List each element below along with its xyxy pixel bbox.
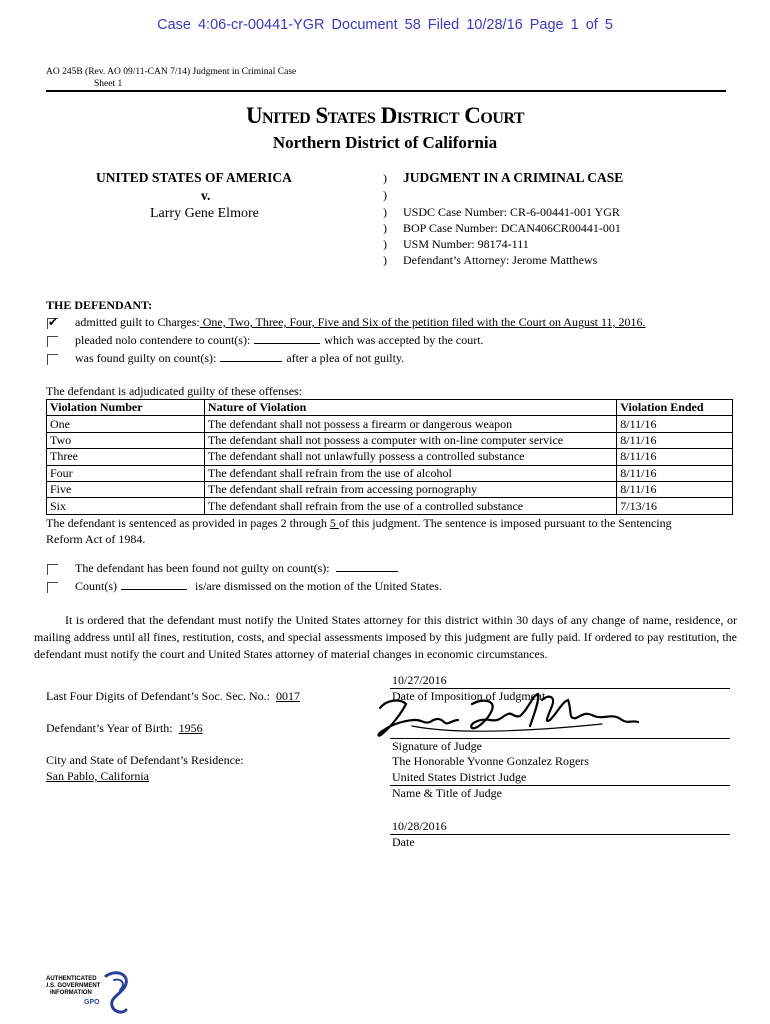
violation-number: Five — [47, 481, 205, 497]
admitted-guilt-label: admitted guilt to Charges: — [75, 315, 200, 329]
blank-line — [336, 571, 398, 572]
bop-number: BOP Case Number: DCAN406CR00441-001 — [403, 221, 621, 235]
ssn-label: Last Four Digits of Defendant’s Soc. Sec. No.: — [46, 689, 270, 703]
check-mark-icon: ✔ — [48, 315, 59, 329]
blank-line — [220, 361, 282, 362]
header-rule — [46, 90, 726, 92]
violation-ended: 8/11/16 — [617, 465, 733, 481]
not-guilty-checkbox[interactable] — [47, 564, 58, 575]
table-row — [47, 432, 733, 448]
residence-value: San Pablo, California — [46, 769, 149, 783]
counts-label: Count(s) — [75, 579, 117, 593]
nolo-contendere-label: pleaded nolo contendere to count(s): — [75, 333, 251, 347]
admitted-guilt-checkbox[interactable] — [47, 315, 59, 329]
court-name: United States District Court — [245, 103, 525, 128]
birth-year-line — [46, 721, 203, 736]
dismissed-counts-line — [75, 579, 442, 594]
document-title: JUDGMENT IN A CRIMINAL CASE — [403, 170, 624, 185]
violation-number: Six — [47, 498, 205, 514]
violation-nature: The defendant shall refrain from the use of alcohol — [204, 465, 616, 481]
offenses-intro: The defendant is adjudicated guilty of these offenses: — [46, 384, 303, 398]
gpo-emblem-icon — [46, 970, 136, 1018]
birth-year-value: 1956 — [178, 721, 203, 735]
admitted-guilt-line — [75, 315, 646, 330]
versus: v. — [201, 188, 211, 203]
violation-number: Three — [47, 449, 205, 465]
table-row — [47, 416, 733, 432]
birth-year-label: Defendant’s Year of Birth: — [46, 721, 173, 735]
column-header: Nature of Violation — [204, 400, 616, 416]
signing-date: 10/28/2016 — [392, 819, 447, 833]
plaintiff-name: UNITED STATES OF AMERICA — [96, 170, 292, 185]
caption-paren: ) — [383, 237, 387, 251]
form-identifier — [46, 66, 296, 90]
caption-paren: ) — [383, 253, 387, 267]
violation-ended: 8/11/16 — [617, 432, 733, 448]
caption-paren: ) — [383, 221, 387, 235]
imposition-date: 10/27/2016 — [392, 673, 447, 687]
column-header: Violation Number — [47, 400, 205, 416]
table-header-row — [47, 400, 733, 416]
gpo-authentication-logo — [46, 970, 136, 1022]
violation-number: Four — [47, 465, 205, 481]
order-paragraph: It is ordered that the defendant must notify the United States attorney for this district within 30 days of any change of name, residence, or mailing address until all fines, restitution, costs, and special assessments imposed by this judgment are fully paid. If ordered to pay restitution, the defendant must notify the court and United States attorney of material changes in economic circumstances. — [34, 613, 737, 661]
violation-ended: 8/11/16 — [617, 481, 733, 497]
table-row — [47, 498, 733, 514]
sentence-text: The defendant is sentenced as provided in pages 2 through — [46, 516, 330, 530]
nolo-contendere-checkbox[interactable] — [47, 336, 58, 347]
ssn-value: 0017 — [275, 689, 300, 703]
table-row — [47, 465, 733, 481]
violation-nature: The defendant shall not possess a computer with on-line computer service — [204, 432, 616, 448]
gpo-text: GPO — [84, 999, 100, 1006]
signature-label: Signature of Judge — [392, 739, 482, 753]
gpo-text: AUTHENTICATED — [46, 976, 97, 982]
judge-name: The Honorable Yvonne Gonzalez Rogers — [392, 754, 589, 768]
dismissed-counts-checkbox[interactable] — [47, 582, 58, 593]
imposition-date-label: Date of Imposition of Judgment — [392, 689, 546, 703]
gpo-text: INFORMATION — [50, 990, 92, 996]
violation-ended: 8/11/16 — [617, 449, 733, 465]
gpo-text: U.S. GOVERNMENT — [46, 983, 101, 989]
table-row — [47, 449, 733, 465]
residence-label: City and State of Defendant’s Residence: — [46, 753, 244, 767]
violation-number: Two — [47, 432, 205, 448]
caption-paren: ) — [383, 171, 387, 185]
defendant-heading: THE DEFENDANT: — [46, 298, 153, 312]
date-rule — [390, 834, 730, 835]
found-guilty-line — [75, 351, 404, 366]
caption-paren: ) — [383, 205, 387, 219]
nolo-contendere-suffix: which was accepted by the court. — [324, 333, 484, 347]
offenses-table — [46, 399, 733, 515]
violation-nature: The defendant shall not unlawfully possess a controlled substance — [204, 449, 616, 465]
found-guilty-suffix: after a plea of not guilty. — [286, 351, 405, 365]
judge-signature — [372, 690, 642, 745]
nolo-contendere-line — [75, 333, 484, 348]
found-guilty-checkbox[interactable] — [47, 354, 58, 365]
sentence-pages: 5 — [329, 516, 339, 530]
not-guilty-label: The defendant has been found not guilty on count(s): — [75, 561, 330, 575]
violation-number: One — [47, 416, 205, 432]
not-guilty-line — [75, 561, 398, 576]
district-name: Northern District of California — [272, 133, 498, 152]
defendant-name: Larry Gene Elmore — [150, 206, 259, 221]
ssn-line — [46, 689, 300, 704]
defense-attorney: Defendant’s Attorney: Jerome Matthews — [403, 253, 598, 267]
table-row — [47, 481, 733, 497]
admitted-charges: One, Two, Three, Four, Five and Six of the petition filed with the Court on August 11, 2016. — [199, 315, 646, 329]
violation-nature: The defendant shall not possess a firearm or dangerous weapon — [204, 416, 616, 432]
counts-dismissed-label: is/are dismissed on the motion of the United States. — [195, 579, 442, 593]
sentence-text-end: of this judgment. The sentence is imposed pursuant to the Sentencing — [338, 516, 672, 530]
blank-line — [254, 343, 320, 344]
sentence-line — [46, 516, 672, 531]
name-title-label: Name & Title of Judge — [392, 786, 502, 800]
case-header: Case 4:06-cr-00441-YGR Document 58 Filed 10/28/16 Page 1 of 5 — [157, 17, 613, 33]
caption-paren: ) — [383, 188, 387, 202]
usm-number: USM Number: 98174-111 — [403, 237, 529, 251]
violation-nature: The defendant shall refrain from the use of a controlled substance — [204, 498, 616, 514]
violation-ended: 7/13/16 — [617, 498, 733, 514]
sheet-label: Sheet 1 — [94, 79, 123, 89]
column-header: Violation Ended — [617, 400, 733, 416]
judge-title: United States District Judge — [392, 770, 527, 784]
violation-ended: 8/11/16 — [617, 416, 733, 432]
form-id-line: AO 245B (Rev. AO 09/11-CAN 7/14) Judgment in Criminal Case — [46, 67, 297, 77]
case-number: USDC Case Number: CR-6-00441-001 YGR — [403, 205, 620, 219]
violation-nature: The defendant shall refrain from accessing pornography — [204, 481, 616, 497]
date-label: Date — [392, 835, 415, 849]
found-guilty-label: was found guilty on count(s): — [75, 351, 217, 365]
sentence-line-2: Reform Act of 1984. — [46, 532, 146, 546]
blank-line — [121, 589, 187, 590]
